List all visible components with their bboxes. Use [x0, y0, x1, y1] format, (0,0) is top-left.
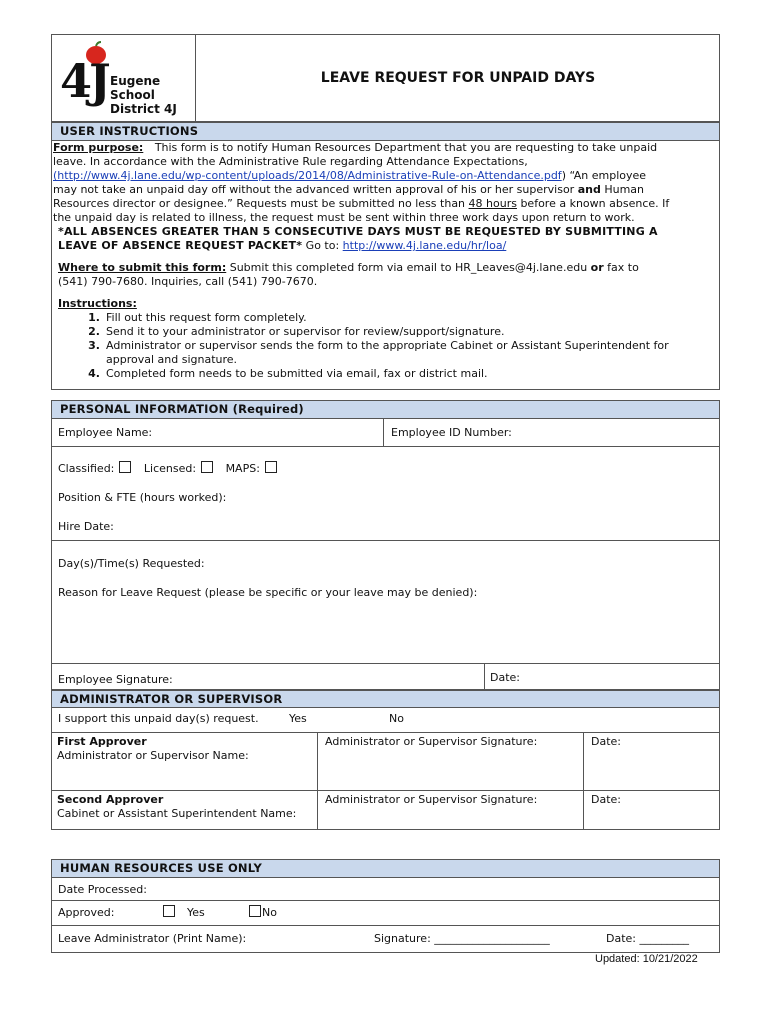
where-text-1a: Submit this completed form via email to HR_Leaves@4j.lane.edu	[226, 261, 591, 274]
purpose-line-5	[53, 197, 669, 210]
col-divider	[484, 663, 485, 690]
personal-info-box	[51, 400, 720, 690]
step-4-text: Completed form needs to be submitted via email, fax or district mail.	[106, 367, 488, 380]
where-label: Where to submit this form:	[58, 261, 227, 274]
where-line-2: (541) 790-7680. Inquiries, call (541) 790-7670.	[58, 275, 318, 288]
header-box	[51, 34, 720, 122]
purpose-text-1: This form is to notify Human Resources Department that you are requesting to take unpaid	[154, 141, 658, 154]
first-approver-name-field[interactable]: Administrator or Supervisor Name:	[57, 749, 249, 762]
first-approver-date-field[interactable]: Date:	[591, 735, 621, 748]
col-divider	[583, 732, 584, 830]
purpose-text-3: ) “An employee	[561, 169, 647, 182]
purpose-text-4b: and	[577, 183, 601, 196]
first-approver-signature-field[interactable]: Administrator or Supervisor Signature:	[325, 735, 538, 748]
page-title: LEAVE REQUEST FOR UNPAID DAYS	[320, 70, 596, 86]
maps-label: MAPS:	[225, 462, 260, 475]
step-2-text: Send it to your administrator or supervisor for review/support/signature.	[106, 325, 505, 338]
employee-name-field[interactable]: Employee Name:	[58, 426, 153, 439]
step-3-text: Administrator or supervisor sends the form to the appropriate Cabinet or Assistant Superintendent for	[106, 339, 669, 352]
employee-signature-field[interactable]: Employee Signature:	[58, 673, 173, 686]
row-divider	[51, 925, 720, 926]
support-statement: I support this unpaid day(s) request.	[58, 712, 259, 725]
where-text-1c: fax to	[603, 261, 639, 274]
logo-line-1: Eugene	[110, 74, 161, 88]
second-approver-name-field[interactable]: Cabinet or Assistant Superintendent Name:	[57, 807, 297, 820]
employee-type-row	[58, 461, 277, 475]
row-divider	[51, 663, 720, 664]
employee-id-field[interactable]: Employee ID Number:	[391, 426, 512, 439]
step-3-num: 3.	[88, 339, 100, 352]
classified-label: Classified:	[58, 462, 115, 475]
hr-yes-checkbox[interactable]	[163, 905, 175, 917]
step-3-cont-text: approval and signature.	[106, 353, 238, 366]
logo-line-2: School	[110, 88, 155, 102]
position-fte-field[interactable]: Position & FTE (hours worked):	[58, 491, 227, 504]
support-yes-option[interactable]: Yes	[289, 712, 307, 725]
step-1-num: 1.	[88, 311, 100, 324]
attendance-rule-link[interactable]: (http://www.4j.lane.edu/wp-content/uploads/2014/08/Administrative-Rule-on-Attendance.pdf	[53, 169, 562, 182]
purpose-text-5b: 48 hours	[468, 197, 517, 210]
date-processed-field[interactable]: Date Processed:	[58, 883, 147, 896]
purpose-line-2: leave. In accordance with the Administrative Rule regarding Attendance Expectations,	[53, 155, 528, 168]
notice-text-2: LEAVE OF ABSENCE REQUEST PACKET*	[58, 239, 303, 252]
admin-heading: ADMINISTRATOR OR SUPERVISOR	[52, 690, 719, 708]
step-4-num: 4.	[88, 367, 100, 380]
hr-no-label: No	[262, 906, 277, 919]
licensed-checkbox[interactable]	[201, 461, 213, 473]
second-approver-title: Second Approver	[57, 793, 164, 806]
loa-link[interactable]: http://www.4j.lane.edu/hr/loa/	[342, 239, 507, 252]
step-4	[80, 367, 488, 380]
row-divider	[51, 446, 720, 447]
district-logo	[58, 41, 198, 119]
row-divider	[51, 732, 720, 733]
notice-goto: Go to:	[302, 239, 343, 252]
days-requested-field[interactable]: Day(s)/Time(s) Requested:	[58, 557, 205, 570]
col-divider	[383, 418, 384, 446]
row-divider	[51, 540, 720, 541]
purpose-text-4a: may not take an unpaid day off without the advanced written approval of his or her supervisor	[53, 183, 578, 196]
step-3	[80, 339, 669, 352]
licensed-label: Licensed:	[143, 462, 197, 475]
notice-line-1: *ALL ABSENCES GREATER THAN 5 CONSECUTIVE DAYS MUST BE REQUESTED BY SUBMITTING A	[58, 225, 658, 238]
hr-heading: HUMAN RESOURCES USE ONLY	[52, 860, 719, 878]
row-divider	[51, 900, 720, 901]
col-divider	[317, 732, 318, 830]
second-approver-signature-field[interactable]: Administrator or Supervisor Signature:	[325, 793, 538, 806]
user-instructions-heading: USER INSTRUCTIONS	[52, 123, 719, 141]
step-1	[80, 311, 307, 324]
hr-signature-field[interactable]: Signature: _____________________	[374, 932, 550, 945]
step-2	[80, 325, 504, 338]
support-no-option[interactable]: No	[389, 712, 404, 725]
purpose-label: Form purpose:	[53, 141, 144, 154]
logo-line-3: District 4J	[110, 102, 177, 116]
purpose-text-5a: Resources director or designee.” Requests must be submitted no less than	[53, 197, 469, 210]
instructions-label: Instructions:	[58, 297, 137, 310]
employee-date-field[interactable]: Date:	[490, 671, 520, 684]
logo-mark: 4J	[60, 54, 108, 108]
hr-no-checkbox[interactable]	[249, 905, 261, 917]
step-2-num: 2.	[88, 325, 100, 338]
reason-field[interactable]: Reason for Leave Request (please be specific or your leave may be denied):	[58, 586, 478, 599]
hr-yes-label: Yes	[187, 906, 205, 919]
step-3-cont	[80, 353, 237, 366]
classified-checkbox[interactable]	[119, 461, 131, 473]
purpose-line-3	[53, 169, 646, 182]
step-1-text: Fill out this request form completely.	[106, 311, 307, 324]
where-line-1	[58, 261, 639, 274]
hire-date-field[interactable]: Hire Date:	[58, 520, 114, 533]
updated-date: Updated: 10/21/2022	[595, 953, 698, 965]
purpose-line-4	[53, 183, 644, 196]
where-text-1b: or	[590, 261, 604, 274]
second-approver-date-field[interactable]: Date:	[591, 793, 621, 806]
purpose-text-5c: before a known absence. If	[516, 197, 670, 210]
notice-line-2	[58, 239, 506, 252]
hr-date-field[interactable]: Date: _________	[606, 932, 689, 945]
first-approver-title: First Approver	[57, 735, 147, 748]
purpose-line-1	[53, 141, 657, 154]
maps-checkbox[interactable]	[265, 461, 277, 473]
leave-administrator-field[interactable]: Leave Administrator (Print Name):	[58, 932, 247, 945]
purpose-text-4c: Human	[600, 183, 645, 196]
hr-approved-row	[58, 906, 114, 919]
personal-info-heading: PERSONAL INFORMATION (Required)	[52, 401, 719, 419]
purpose-line-6: the unpaid day is related to illness, the request must be sent within three work days upon return to work.	[53, 211, 635, 224]
hr-approved-label: Approved:	[58, 906, 115, 919]
row-divider	[51, 790, 720, 791]
